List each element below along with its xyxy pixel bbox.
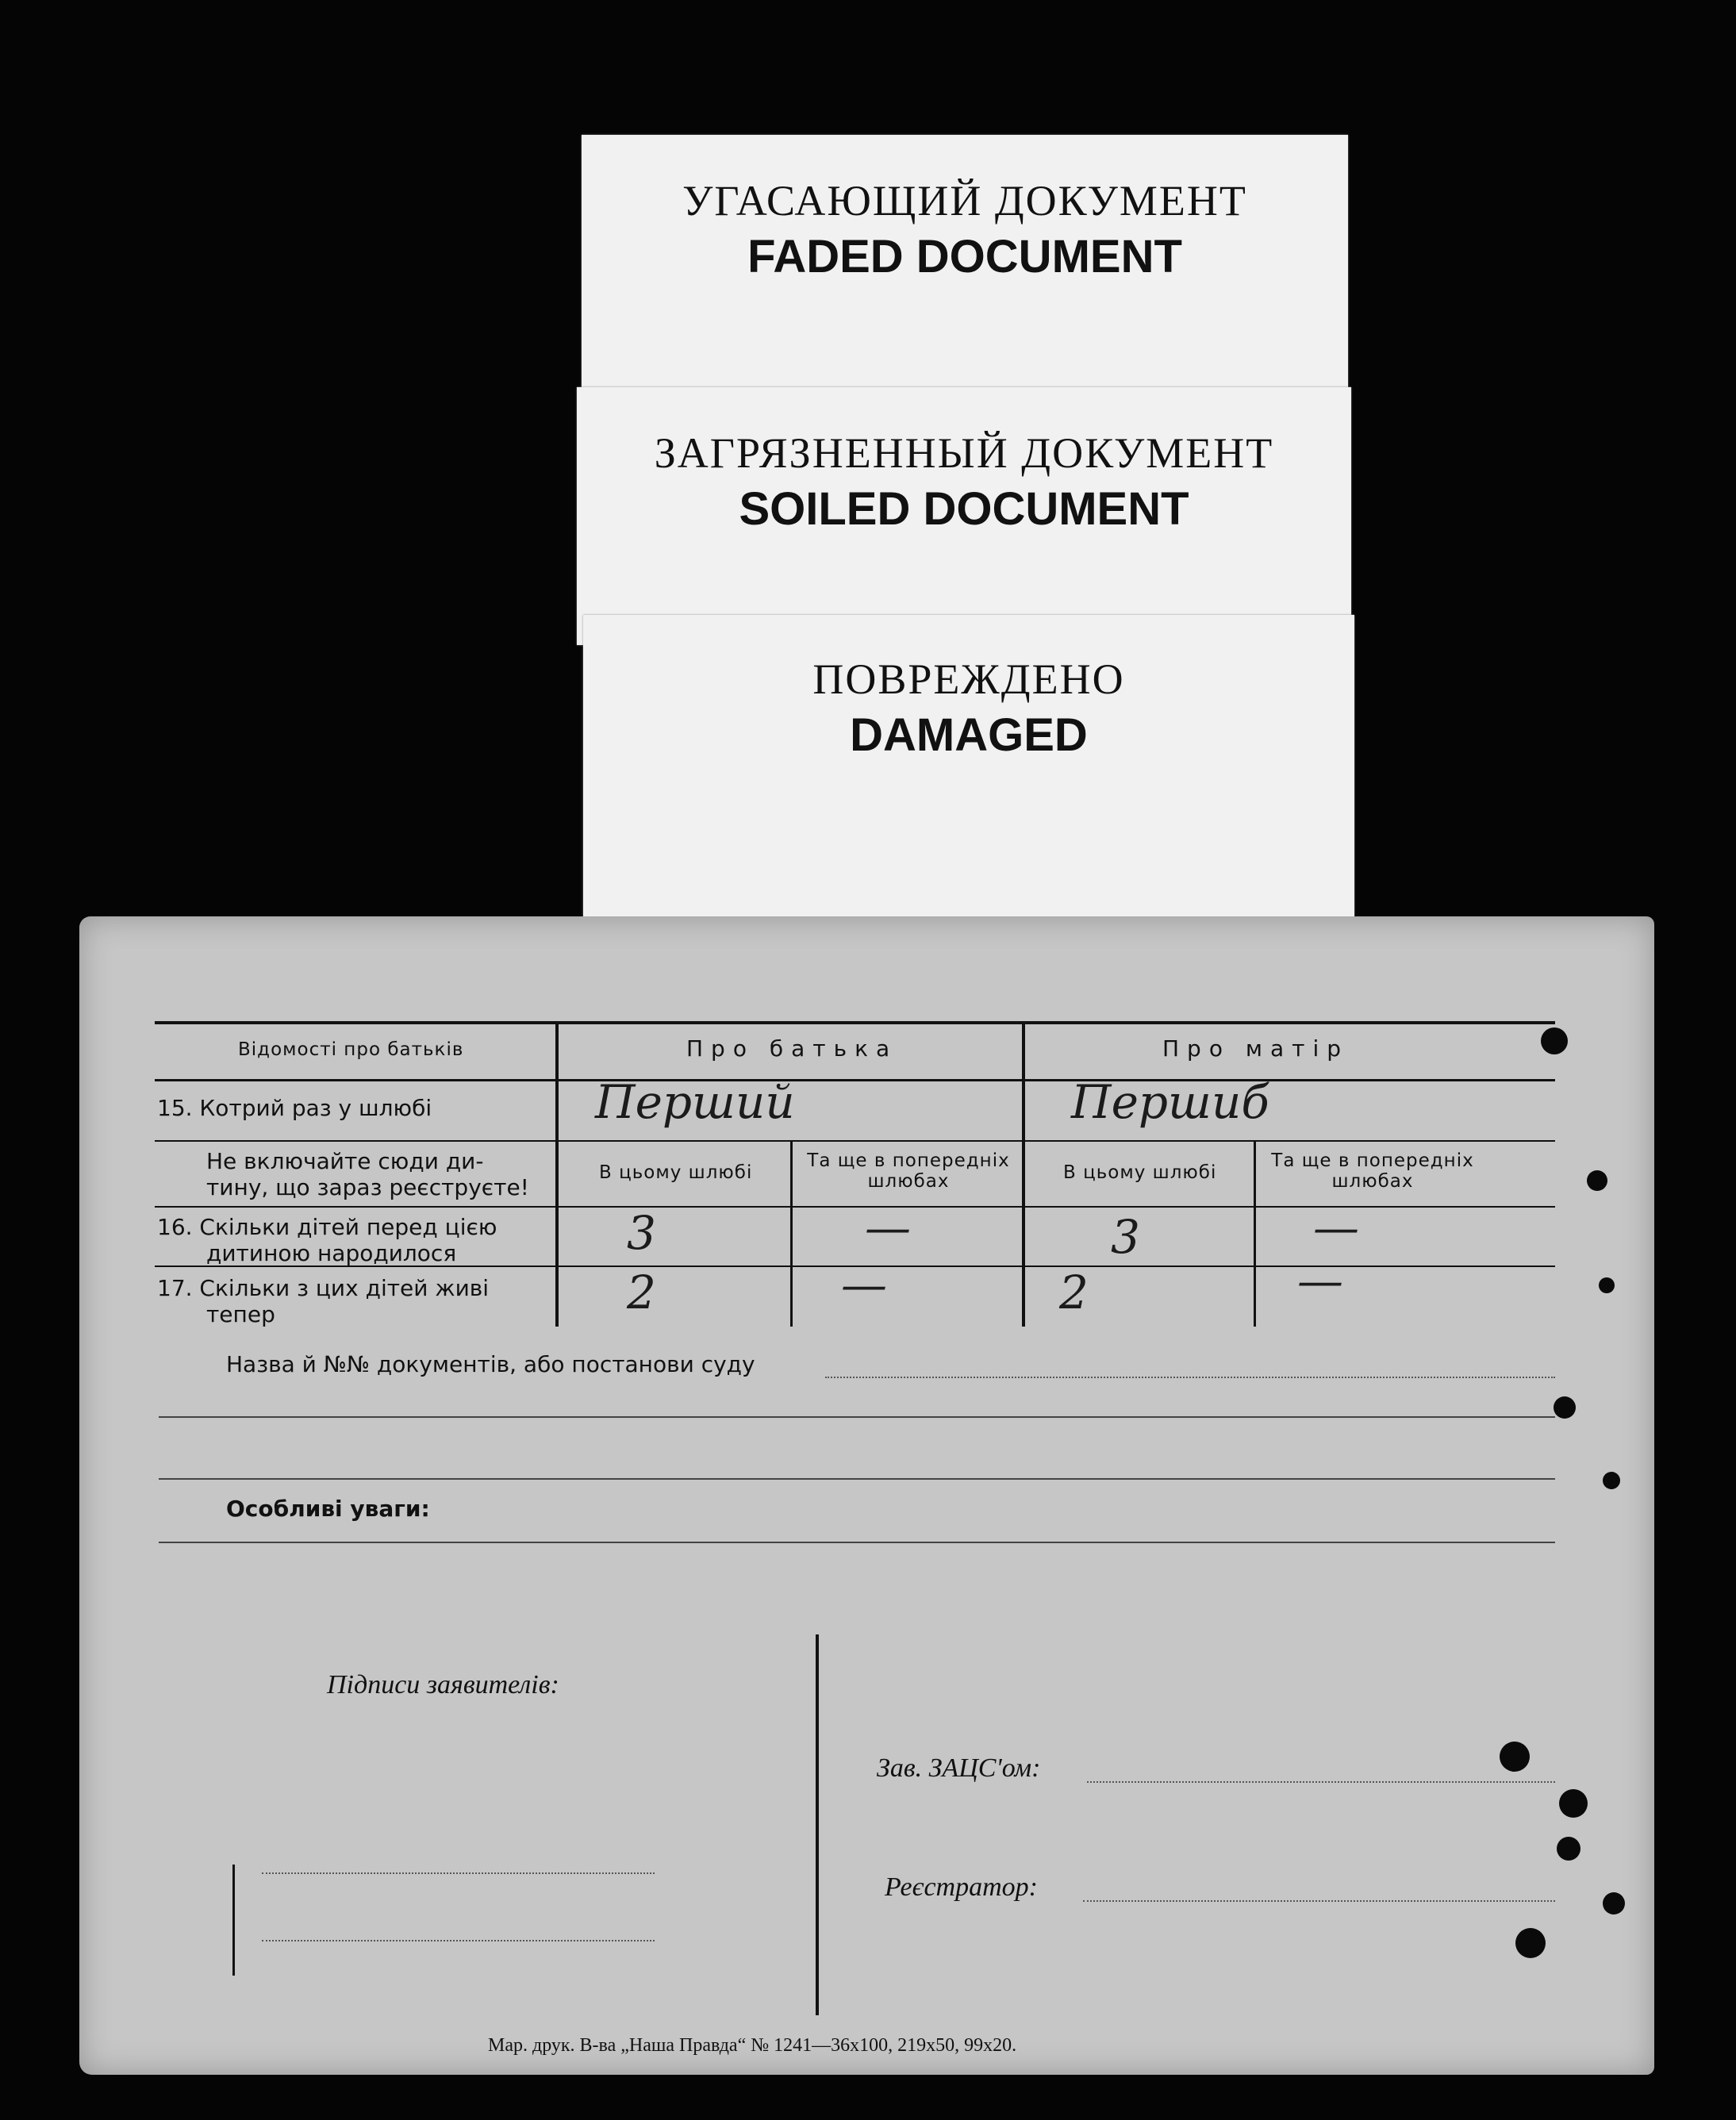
note-line-2: тину, що зараз реєструєте! (206, 1174, 529, 1200)
father-children-alive-previous: — (841, 1258, 887, 1312)
mother-children-alive: 2 (1059, 1265, 1089, 1319)
mother-children-alive-previous: — (1297, 1254, 1343, 1308)
note-line-1: Не включайте сюди ди- (206, 1148, 484, 1174)
soiled-label-ru: ЗАГРЯЗНЕННЫЙ ДОКУМЕНТ (654, 429, 1274, 477)
documents-line-3 (159, 1478, 1555, 1480)
father-children-alive: 2 (627, 1265, 656, 1319)
father-this-marriage-header: В цьому шлюбі (599, 1162, 753, 1183)
registrar-line (1083, 1900, 1555, 1902)
mother-header: Про матір (1162, 1035, 1350, 1062)
question-16-line-1: 16. Скільки дітей перед цією (157, 1214, 497, 1240)
punch-hole (1603, 1892, 1625, 1915)
father-children-born: 3 (627, 1206, 656, 1260)
damaged-label-en: DAMAGED (850, 709, 1088, 761)
table-header-rule (155, 1079, 1555, 1081)
registration-form (79, 916, 1654, 2075)
punch-hole (1557, 1837, 1580, 1861)
documents-label: Назва й №№ документів, або постанови суду (226, 1351, 755, 1377)
punch-hole (1587, 1170, 1607, 1191)
parents-info-header: Відомості про батьків (238, 1039, 464, 1060)
table-divider-1 (555, 1021, 559, 1327)
mother-previous-marriages-header: Та ще в попередніх шлюбах (1271, 1150, 1474, 1192)
special-notes-line (159, 1542, 1555, 1543)
punch-hole (1515, 1928, 1546, 1958)
mother-children-born-previous: — (1313, 1200, 1359, 1254)
mother-marriage-count: Першиб (1071, 1075, 1269, 1129)
row15-rule (155, 1140, 1555, 1142)
soiled-label-en: SOILED DOCUMENT (739, 483, 1189, 535)
table-top-rule (155, 1021, 1555, 1024)
table-divider-2 (1022, 1021, 1025, 1327)
documents-dotted-line (825, 1377, 1555, 1378)
father-marriage-count: Перший (595, 1075, 795, 1129)
father-header: Про батька (686, 1035, 898, 1062)
question-17-line-1: 17. Скільки з цих дітей живі (157, 1275, 490, 1301)
punch-hole (1554, 1396, 1576, 1419)
punch-hole (1603, 1472, 1620, 1489)
printer-imprint: Мар. друк. В-ва „Наша Правда“ № 1241—36х100, 219х50, 99х20. (488, 2035, 1017, 2056)
faded-label-ru: УГАСАЮЩИЙ ДОКУМЕНТ (682, 177, 1247, 225)
punch-hole (1559, 1789, 1588, 1818)
applicant-signature-line-1 (262, 1872, 655, 1874)
mother-children-born: 3 (1111, 1210, 1140, 1264)
signature-divider (816, 1634, 819, 2015)
question-17-line-2: тепер (206, 1301, 275, 1327)
signature-bracket (232, 1865, 235, 1976)
faded-label-en: FADED DOCUMENT (747, 231, 1182, 282)
question-16-line-2: дитиною народилося (206, 1240, 457, 1266)
applicants-signatures-label: Підписи заявителів: (327, 1670, 559, 1699)
registrar-label: Реєстратор: (885, 1872, 1038, 1902)
registry-head-line (1087, 1781, 1555, 1783)
special-notes-label: Особливі уваги: (226, 1496, 430, 1522)
question-15-label: 15. Котрий раз у шлюбі (157, 1095, 432, 1121)
damaged-label-ru: ПОВРЕЖДЕНО (812, 655, 1125, 703)
table-divider-father-sub (790, 1140, 793, 1327)
documents-line-2 (159, 1416, 1555, 1418)
registry-head-label: Зав. ЗАЦС'ом: (877, 1753, 1041, 1783)
father-children-born-previous: — (865, 1200, 911, 1254)
soiled-document-card (577, 387, 1351, 645)
father-previous-marriages-header: Та ще в попередніх шлюбах (807, 1150, 1010, 1192)
mother-this-marriage-header: В цьому шлюбі (1063, 1162, 1217, 1183)
damaged-document-card (583, 615, 1354, 916)
punch-hole (1541, 1027, 1568, 1054)
punch-hole (1599, 1277, 1615, 1293)
faded-document-card (582, 135, 1348, 401)
applicant-signature-line-2 (262, 1940, 655, 1941)
punch-hole (1500, 1742, 1530, 1772)
table-divider-mother-sub (1254, 1140, 1256, 1327)
